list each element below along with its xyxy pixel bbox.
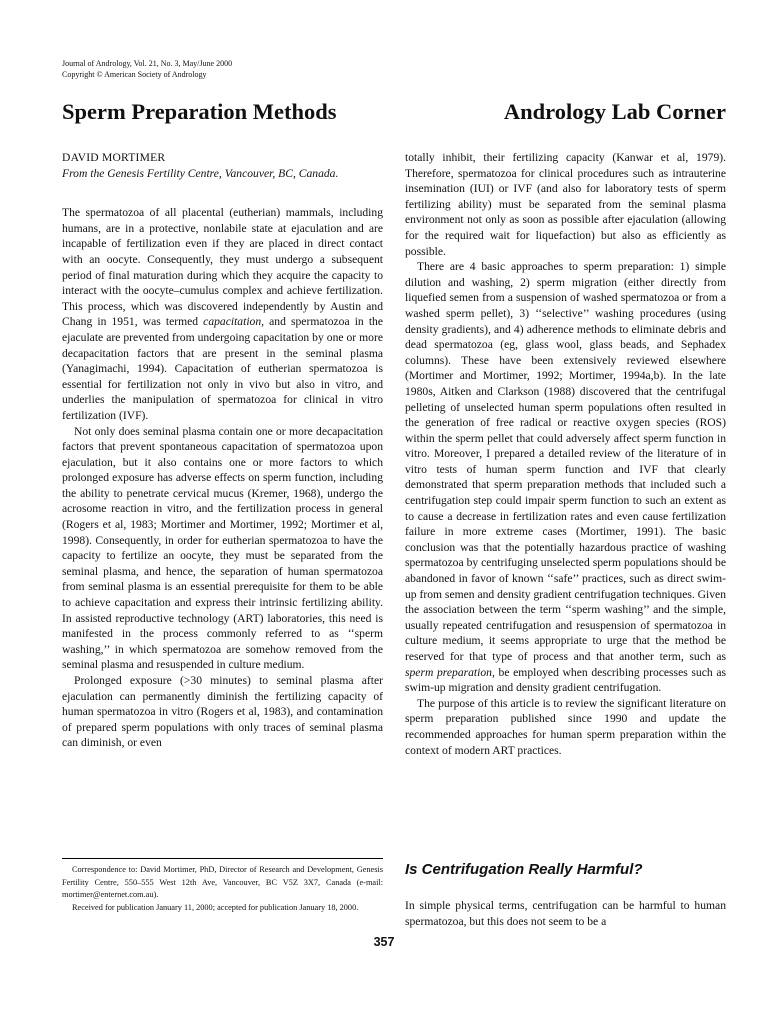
body-paragraph: In simple physical terms, centrifugation can be harmful to human spermatozoa, but this does not seem to be a (405, 899, 726, 928)
body-paragraph: The purpose of this article is to review the significant literature on sperm preparation published since 1990 and update the recommended approaches for human sperm preparation within the context of modern ART practices. (405, 696, 726, 757)
journal-header (62, 58, 232, 80)
emphasized-term: capacitation, (203, 315, 265, 329)
column-title: Andrology Lab Corner (503, 99, 726, 124)
section-heading: Is Centrifugation Really Harmful? (405, 861, 643, 878)
journal-citation: Journal of Andrology, Vol. 21, No. 3, May/June 2000 (62, 59, 233, 68)
page-number: 357 (373, 935, 395, 949)
publication-dates-note: Received for publication January 11, 2000; accepted for publication January 18, 2000. (72, 902, 359, 912)
section-body (405, 898, 726, 929)
copyright-line: Copyright © American Society of Andrology (62, 70, 207, 79)
body-paragraph (62, 205, 383, 423)
author-name: DAVID MORTIMER (62, 151, 166, 164)
emphasized-term: sperm preparation, (405, 665, 495, 679)
paragraph-text: and spermatozoa in the ejaculate are prevented from undergoing capacitation by one or more decapacitation factors that are present in the seminal plasma (Yanagimachi, 1994). Capacitation of eutherian spermatozoa is essential for fertilization not only in vivo but also in vitro, and underlies the manipulation of spermatozoa for clinical in vitro fertilization (IVF). (62, 315, 383, 422)
article-title: Sperm Preparation Methods (62, 99, 337, 124)
right-column (405, 150, 726, 758)
body-paragraph: Prolonged exposure (>30 minutes) to seminal plasma after ejaculation can permanently diminish the fertilizing capacity of human spermatozoa in vitro (Rogers et al, 1983), and contamination of prepared sperm populations with only traces of seminal plasma can diminish, or even (62, 674, 383, 750)
body-paragraph (405, 259, 726, 696)
correspondence-note: Correspondence to: David Mortimer, PhD, Director of Research and Development, Genesis Fertility Centre, 550–555 West 12th Ave, Vancouver, BC V5Z 3X7, Canada (e-mail: mortimer@enternet.com.au). (62, 865, 383, 899)
paragraph-text: There are 4 basic approaches to sperm preparation: 1) simple dilution and washing, 2) sperm migration (either directly from liquefied semen from a suspension of washed spermatozoa or from a washed sperm pellet), 3) ‘‘selective’’ washing procedures (using density gradients), and 4) adherence methods to eliminate debris and dead spermatozoa (eg, glass wool, glass beads, and Sephadex columns). These have been extensively reviewed elsewhere (Mortimer and Mortimer, 1992; Mortimer, 1994a,b). In the late 1980s, Aitken and Clarkson (1988) discovered that the centrifugal pelleting of unselected human sperm populations often resulted in the generation of free radical or reactive oxygen species (ROS) within the sperm pellet that could adversely affect sperm function in vitro. Moreover, I prepared a detailed review of the literature of in vitro tests of human sperm function and IVF that clearly demonstrated that sperm preparation methods that included such a centrifugation step could impair sperm function to such an extent as to cause a decrease in fertilization rates and even cause fertilization failure in more extreme cases (Mortimer, 1991). The basic conclusion was that the potentially hazardous practice of washing spermatozoa by centrifuging unselected sperm populations should be abandoned in favor of known ‘‘safe’’ practices, such as direct swim-up from semen and density gradient centrifugation techniques. Given the association between the term ‘‘sperm washing’’ and the simple, usually repeated centrifugation and resuspension of spermatozoa in culture medium, it seems appropriate to urge that the method be reserved for that type of process and that another term, such as (405, 260, 726, 663)
left-column (62, 150, 383, 751)
body-paragraph: Not only does seminal plasma contain one or more decapacitation factors that prevent spontaneous capacitation of spermatozoa upon ejaculation, but it also contains one or more factors to which prolonged exposure has adverse effects on sperm function, including the ability to penetrate cervical mucus (Kremer, 1968), undergo the acrosome reaction in vitro, and the fertilization process in general (Rogers et al, 1983; Mortimer and Mortimer, 1992; Mortimer et al, 1998). Consequently, in order for eutherian spermatozoa to have the capacity to fertilize an oocyte, they must be separated from the seminal plasma, and hence, the separation of human spermatozoa from seminal plasma is an essential prerequisite for them to be able to achieve capacitation and express their intrinsic fertilizing ability. In assisted reproductive technology (ART) laboratories, this need is manifested in the process commonly referred to as ‘‘sperm washing,’’ in which spermatozoa are somehow removed from the seminal plasma and resuspended in culture medium. (62, 424, 383, 672)
body-paragraph: totally inhibit, their fertilizing capacity (Kanwar et al, 1979). Therefore, spermatozoa for clinical procedures such as intrauterine insemination (IUI) or IVF (and also for laboratory tests of sperm fertilizing ability) must be separated from the seminal plasma environment not only as soon as possible after ejaculation (allowing for the required wait for liquefaction) but also as efficiently as possible. (405, 151, 726, 258)
paragraph-text: The spermatozoa of all placental (eutherian) mammals, including humans, are in a protective, nonlabile state at ejaculation and are incapable of fertilization even if they are placed in direct contact with an oocyte. Consequently, they must undergo a subsequent period of final maturation during which they acquire the capacity to interact with the oocyte–cumulus complex and achieve fertilization. This process, which was discovered independently by Austin and Chang in 1951, was termed (62, 206, 383, 329)
paragraph-text: be employed when describing processes such as swim-up migration and density gradient centrifugation. (405, 665, 726, 695)
author-affiliation: From the Genesis Fertility Centre, Vancouver, BC, Canada. (62, 166, 339, 180)
footnotes (62, 858, 383, 914)
